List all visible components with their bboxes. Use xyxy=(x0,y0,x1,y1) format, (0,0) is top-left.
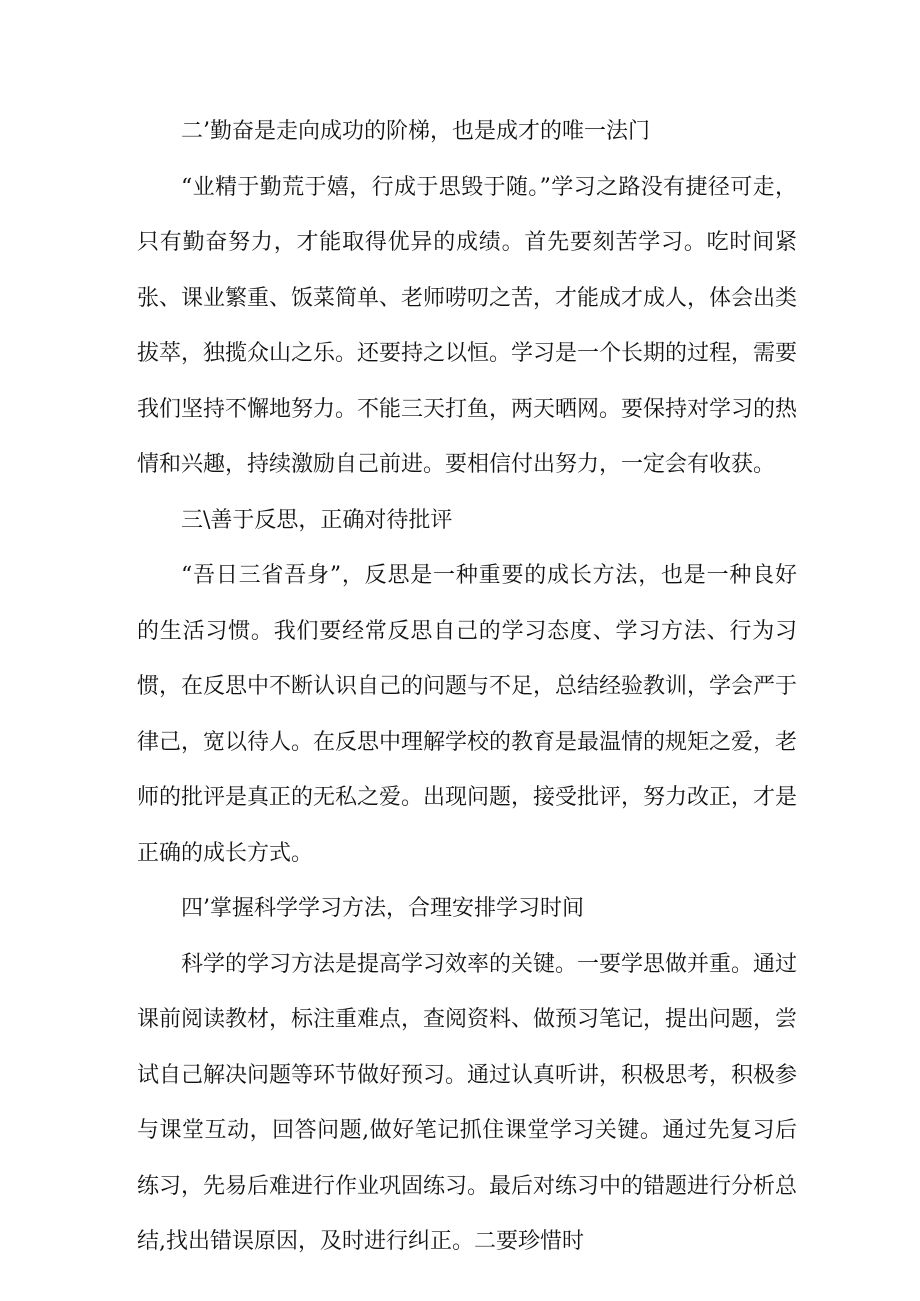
section-paragraph-study-methods: 科学的学习方法是提高学习效率的关键。一要学思做并重。通过课前阅读教材，标注重难点，查阅资料、做预习笔记，提出问题，尝试自己解决问题等环节做好预习。通过认真听讲，积极思考，积极参与课堂互动，回答问题,做好笔记抓住课堂学习关键。通过先复习后练习，先易后难进行作业巩固练习。最后对练习中的错题进行分析总结,找出错误原因，及时进行纠正。二要珍惜时 xyxy=(137,951,798,1254)
section-heading-study-methods: 四’掌握科学学习方法，合理安排学习时间 xyxy=(181,896,584,921)
section-paragraph-diligence: “业精于勤荒于嬉，行成于思毁于随。”学习之路没有捷径可走，只有勤奋努力，才能取得优异的成绩。首先要刻苦学习。吃时间紧张、课业繁重、饭菜简单、老师唠叨之苦，才能成才成人，体会出类拔萃，独揽众山之乐。还要持之以恒。学习是一个长期的过程，需要我们坚持不懈地努力。不能三天打鱼，两天晒网。要保持对学习的热情和兴趣，持续激励自己前进。要相信付出努力，一定会有收获。 xyxy=(137,174,798,477)
section-paragraph-reflection: “吾日三省吾身”，反思是一种重要的成长方法，也是一种良好的生活习惯。我们要经常反思自己的学习态度、学习方法、行为习惯，在反思中不断认识自己的问题与不足，总结经验教训，学会严于律己，宽以待人。在反思中理解学校的教育是最温情的规矩之爱，老师的批评是真正的无私之爱。出现问题，接受批评，努力改正，才是正确的成长方式。 xyxy=(137,563,798,866)
section-heading-diligence: 二’勤奋是走向成功的阶梯，也是成才的唯一法门 xyxy=(181,119,650,144)
section-heading-reflection: 三\善于反思，正确对待批评 xyxy=(181,507,453,533)
document-body xyxy=(137,104,797,1270)
